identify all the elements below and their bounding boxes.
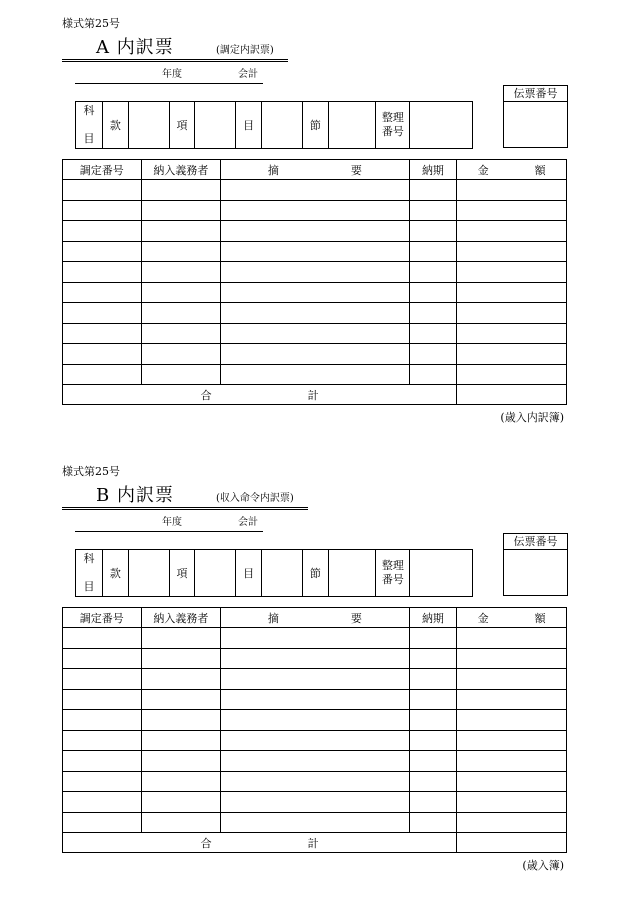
form-a [0,0,630,440]
field-moku-value[interactable] [262,102,303,149]
field-kou-value[interactable] [195,102,236,149]
slip-number-box [503,533,568,596]
table-row [63,771,567,792]
field-seiri-label: 整理 番号 [376,102,410,149]
field-kou-value[interactable] [195,550,236,597]
detail-table [62,159,567,405]
form-subtitle: (収入命令内訳票) [216,493,294,504]
title-block [62,485,308,510]
form-number: 様式第25号 [62,465,120,478]
field-kou-label: 項 [169,550,195,597]
table-row [63,792,567,813]
field-seiri-label: 整理 番号 [376,550,410,597]
col-amount: 金 額 [457,160,567,180]
table-row [63,751,567,772]
total-row [63,385,567,405]
table-row [63,200,567,221]
form-number: 様式第25号 [62,17,120,30]
slip-number-value[interactable] [504,550,567,595]
slip-number-value[interactable] [504,102,567,147]
account-code-table [75,549,473,597]
form-subtitle: (調定内訳票) [216,45,274,56]
form-title: A 内訳票 [96,37,174,58]
footnote: (歳入内訳簿) [500,411,564,424]
col-payer: 納入義務者 [141,608,221,628]
col-due: 納期 [409,160,457,180]
footnote: (歳入簿) [522,859,564,872]
year-label: 年度 [162,69,182,80]
col-summary: 摘 要 [221,160,409,180]
slip-number-label: 伝票番号 [504,534,567,550]
field-setsu-label: 節 [302,550,328,597]
title-block [62,37,288,62]
table-row [63,669,567,690]
table-row [63,282,567,303]
table-row [63,812,567,833]
form-title: B 内訳票 [96,485,174,506]
total-label: 合 計 [63,833,457,853]
col-summary: 摘 要 [221,608,409,628]
table-row [63,323,567,344]
field-kan-value[interactable] [128,550,169,597]
col-due: 納期 [409,608,457,628]
table-row [63,303,567,324]
field-setsu-value[interactable] [328,550,376,597]
field-kamoku[interactable]: 科 目 [76,550,103,597]
table-row [63,689,567,710]
field-kan-label: 款 [102,102,128,149]
field-kou-label: 項 [169,102,195,149]
field-setsu-value[interactable] [328,102,376,149]
col-chotei-no: 調定番号 [63,608,142,628]
account-label: 会計 [238,69,258,80]
field-setsu-label: 節 [302,102,328,149]
table-row [63,730,567,751]
table-row [63,180,567,201]
table-row [63,628,567,649]
table-row [63,648,567,669]
total-row [63,833,567,853]
field-kan-value[interactable] [128,102,169,149]
col-payer: 納入義務者 [141,160,221,180]
slip-number-box [503,85,568,148]
field-kan-label: 款 [102,550,128,597]
table-row [63,262,567,283]
table-row [63,221,567,242]
table-row [63,364,567,385]
field-kamoku[interactable]: 科 目 [76,102,103,149]
year-account-line [75,517,263,532]
account-code-table [75,101,473,149]
account-label: 会計 [238,517,258,528]
col-chotei-no: 調定番号 [63,160,142,180]
form-b [0,448,630,888]
field-moku-label: 目 [236,102,262,149]
field-seiri-value[interactable] [410,550,473,597]
field-seiri-value[interactable] [410,102,473,149]
table-row [63,344,567,365]
total-label: 合 計 [63,385,457,405]
field-moku-value[interactable] [262,550,303,597]
field-moku-label: 目 [236,550,262,597]
detail-table [62,607,567,853]
total-amount[interactable] [457,385,567,405]
year-label: 年度 [162,517,182,528]
table-row [63,241,567,262]
col-amount: 金 額 [457,608,567,628]
year-account-line [75,69,263,84]
table-row [63,710,567,731]
total-amount[interactable] [457,833,567,853]
slip-number-label: 伝票番号 [504,86,567,102]
